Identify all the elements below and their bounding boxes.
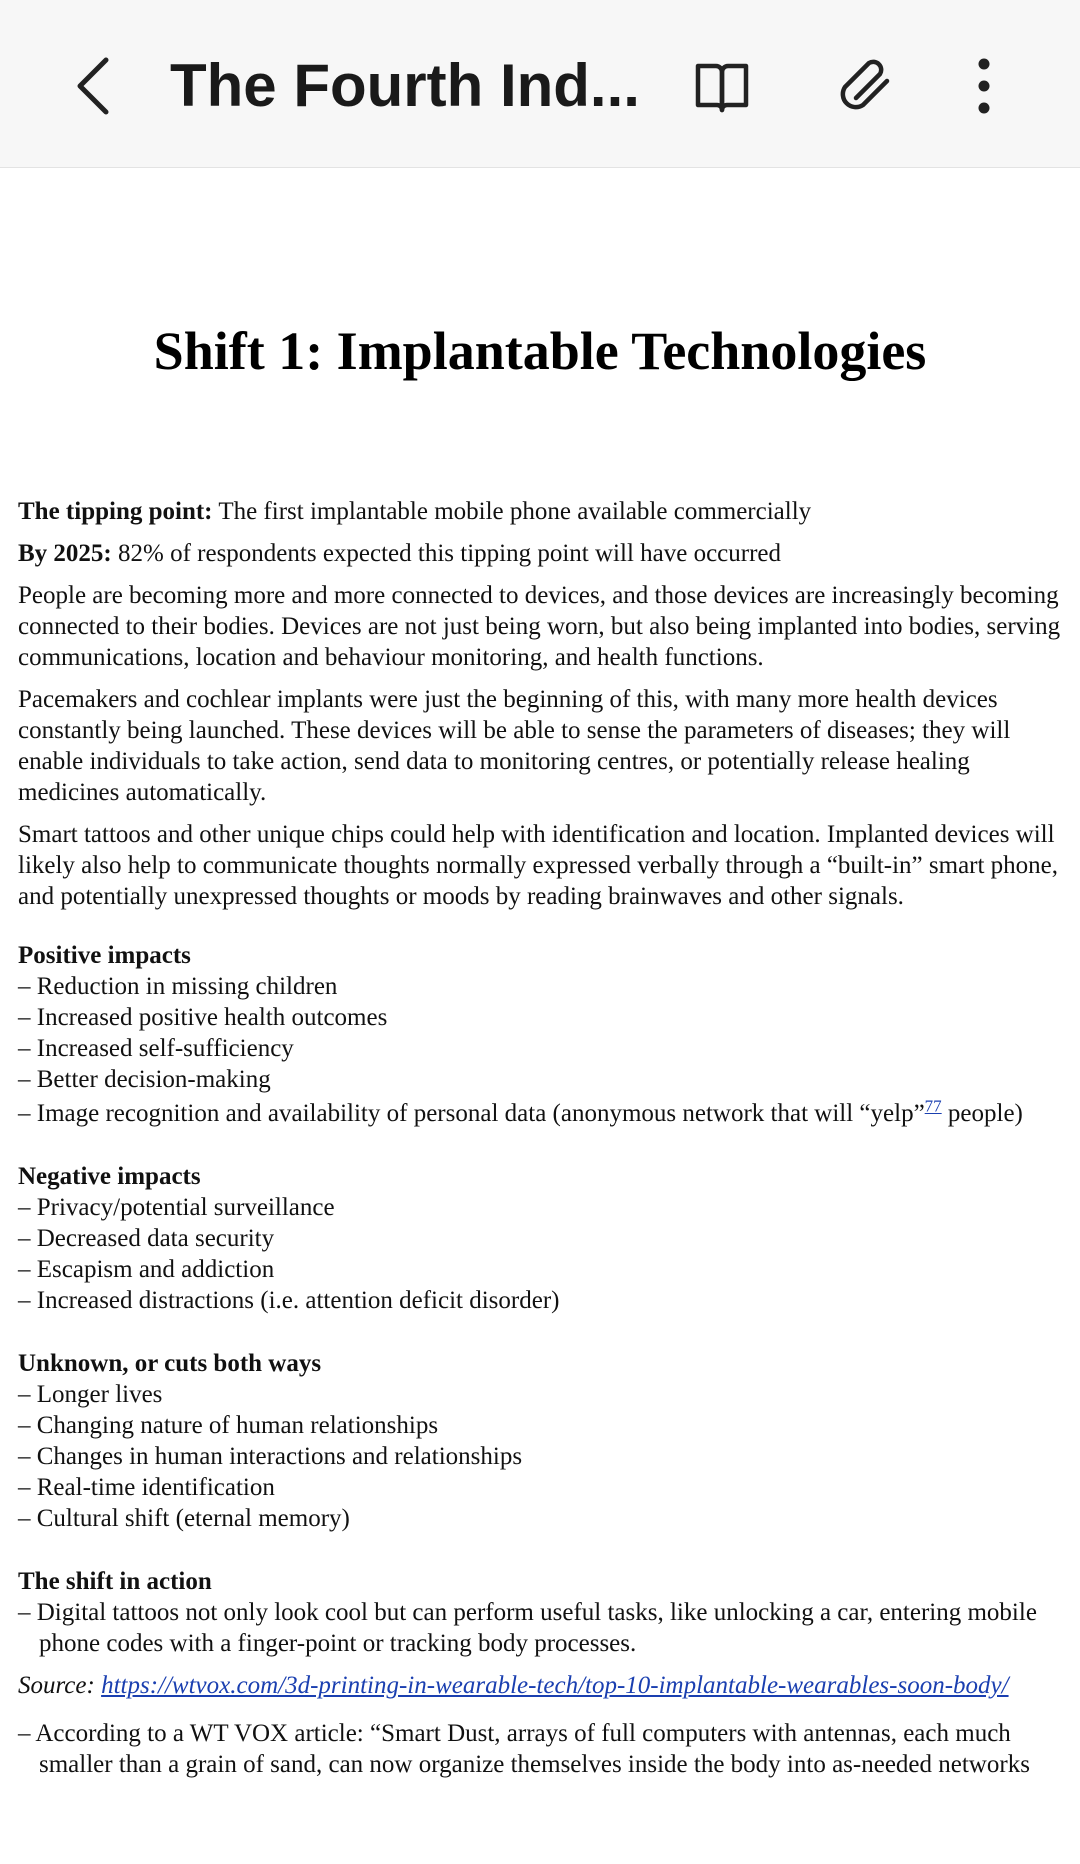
paragraph-2: Pacemakers and cochlear implants were just the beginning of this, with many more health devices constantly being launched. These devices will be able to sense the parameters of diseases; they will enable individuals to take action, send data to monitoring centres, or potentially release healing medicines automatically.	[18, 686, 1011, 806]
list-item: – Longer lives	[18, 1381, 163, 1408]
reader-mode-button[interactable]	[686, 50, 758, 122]
list-item: – Changing nature of human relationships	[18, 1412, 439, 1439]
tipping-point-text: The first implantable mobile phone available commercially	[212, 498, 812, 525]
list-item: – Better decision-making	[18, 1066, 271, 1093]
list-item: – Increased distractions (i.e. attention deficit disorder)	[18, 1287, 560, 1314]
footnote-link[interactable]: 77	[924, 1096, 942, 1116]
by-2025-line	[18, 538, 1063, 569]
shift-in-action-heading: The shift in action	[18, 1568, 212, 1595]
by-2025-label: By 2025:	[18, 540, 112, 567]
positive-impacts-heading: Positive impacts	[18, 942, 191, 969]
tipping-point-line	[18, 496, 1063, 527]
chevron-left-icon	[66, 50, 126, 122]
source-link[interactable]: https://wtvox.com/3d-printing-in-wearable-tech/top-10-implantable-wearables-soon-body/	[101, 1672, 1009, 1699]
top-toolbar	[0, 0, 1080, 168]
list-item	[18, 1098, 1063, 1129]
list-item-text: people)	[941, 1100, 1023, 1127]
unknown-impacts-heading: Unknown, or cuts both ways	[18, 1350, 322, 1377]
list-item: – Reduction in missing children	[18, 973, 338, 1000]
paperclip-icon	[832, 50, 904, 122]
list-item: – Changes in human interactions and relationships	[18, 1443, 523, 1470]
list-item: – According to a WT VOX article: “Smart Dust, arrays of full computers with antennas, each much smaller than a grain of sand, can now organize themselves inside the body into as-needed networks	[18, 1720, 1030, 1778]
by-2025-text: 82% of respondents expected this tipping point will have occurred	[111, 540, 782, 567]
list-item: – Privacy/potential surveillance	[18, 1194, 335, 1221]
section-heading: Shift 1: Implantable Technologies	[153, 321, 927, 381]
list-item: – Increased positive health outcomes	[18, 1004, 388, 1031]
back-button[interactable]	[66, 50, 126, 122]
attach-button[interactable]	[832, 50, 904, 122]
document-body	[18, 496, 1063, 1780]
book-open-icon	[686, 50, 758, 122]
more-vertical-icon	[948, 50, 1020, 122]
list-item: – Escapism and addiction	[18, 1256, 275, 1283]
list-item-text: – Image recognition and availability of personal data (anonymous network that will “yelp”	[18, 1100, 925, 1127]
negative-impacts-heading: Negative impacts	[18, 1163, 201, 1190]
list-item: – Cultural shift (eternal memory)	[18, 1505, 350, 1532]
source-label: Source:	[18, 1672, 102, 1699]
paragraph-1: People are becoming more and more connected to devices, and those devices are increasingly becoming connected to their bodies. Devices are not just being worn, but also being implanted into bodies, serving communications, location and behaviour monitoring, and health functions.	[18, 582, 1061, 671]
source-line	[18, 1670, 1063, 1701]
list-item: – Digital tattoos not only look cool but can perform useful tasks, like unlocking a car, entering mobile phone codes with a finger-point or tracking body processes.	[18, 1599, 1037, 1657]
list-item: – Decreased data security	[18, 1225, 275, 1252]
list-item: – Increased self-sufficiency	[18, 1035, 294, 1062]
document-page	[0, 169, 1080, 1864]
paragraph-3: Smart tattoos and other unique chips could help with identification and location. Implanted devices will likely also help to communicate thoughts normally expressed verbally through a “built-in” smart phone, and potentially unexpressed thoughts or moods by reading brainwaves and other signals.	[18, 821, 1059, 910]
more-options-button[interactable]	[948, 50, 1020, 122]
tipping-point-label: The tipping point:	[18, 498, 213, 525]
list-item: – Real-time identification	[18, 1474, 275, 1501]
document-title: The Fourth Ind...	[170, 52, 640, 119]
